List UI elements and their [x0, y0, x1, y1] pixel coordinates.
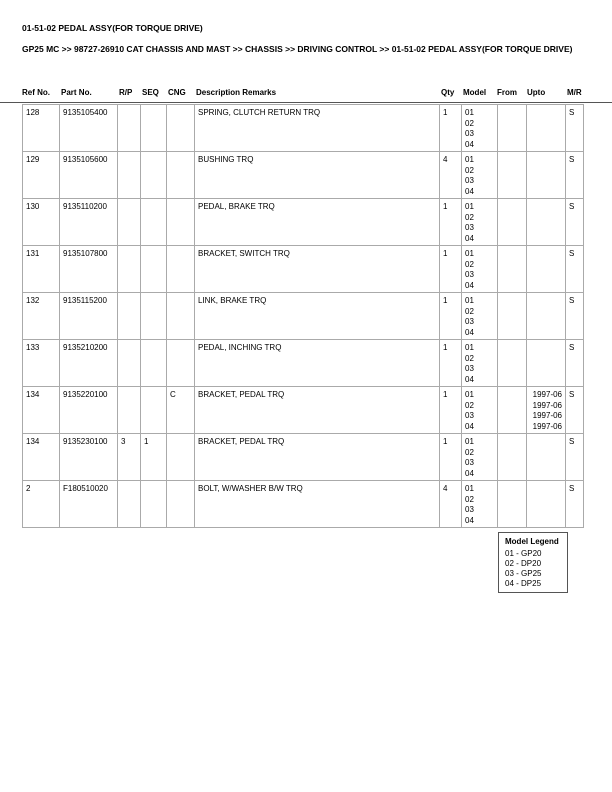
cell-qty: 1	[440, 340, 462, 387]
model-line: 03	[465, 458, 474, 467]
model-line: 04	[465, 374, 474, 384]
cell-desc: BRACKET, SWITCH TRQ	[195, 246, 440, 293]
model-line: 02	[465, 259, 474, 269]
cell-qty: 1	[440, 199, 462, 246]
legend-title: Model Legend	[505, 537, 559, 546]
cell-from	[498, 434, 527, 481]
cell-ref: 134	[23, 387, 60, 434]
cell-upto	[527, 434, 566, 481]
cell-part: 9135115200	[60, 293, 118, 340]
header-from: From	[497, 88, 517, 97]
model-line: 03	[465, 317, 474, 326]
cell-from	[498, 481, 527, 528]
cell-model	[462, 434, 498, 481]
breadcrumb: GP25 MC >> 98727-26910 CAT CHASSIS AND MAST >> CHASSIS >> DRIVING CONTROL >> 01-51-02 PEDAL ASSY(FOR TORQUE DRIVE)	[22, 44, 573, 54]
page-title: 01-51-02 PEDAL ASSY(FOR TORQUE DRIVE)	[22, 23, 203, 33]
table-row	[23, 293, 584, 340]
cell-model	[462, 199, 498, 246]
cell-seq	[141, 387, 167, 434]
header-rp: R/P	[119, 88, 133, 97]
cell-rp	[118, 199, 141, 246]
cell-from	[498, 199, 527, 246]
table-row	[23, 387, 584, 434]
model-legend	[498, 532, 568, 593]
cell-model	[462, 340, 498, 387]
cell-ref: 131	[23, 246, 60, 293]
cell-desc: LINK, BRAKE TRQ	[195, 293, 440, 340]
cell-model	[462, 152, 498, 199]
cell-part: F180510020	[60, 481, 118, 528]
model-line: 04	[465, 327, 474, 337]
model-line: 04	[465, 233, 474, 243]
cell-seq	[141, 105, 167, 152]
header-cng: CNG	[168, 88, 186, 97]
cell-qty: 1	[440, 387, 462, 434]
model-line: 01	[465, 484, 474, 493]
cell-ref: 128	[23, 105, 60, 152]
cell-from	[498, 152, 527, 199]
cell-qty: 4	[440, 152, 462, 199]
model-line: 03	[465, 176, 474, 185]
cell-desc: BRACKET, PEDAL TRQ	[195, 387, 440, 434]
model-line: 03	[465, 270, 474, 279]
cell-ref: 129	[23, 152, 60, 199]
cell-model	[462, 246, 498, 293]
model-line: 01	[465, 296, 474, 305]
cell-upto	[527, 340, 566, 387]
model-line: 04	[465, 421, 474, 431]
model-line: 04	[465, 139, 474, 149]
header-ref: Ref No.	[22, 88, 50, 97]
cell-from	[498, 246, 527, 293]
cell-mr: S	[566, 340, 584, 387]
cell-part: 9135230100	[60, 434, 118, 481]
model-line: 03	[465, 364, 474, 373]
cell-seq	[141, 340, 167, 387]
cell-rp: 3	[118, 434, 141, 481]
cell-qty: 1	[440, 105, 462, 152]
model-line: 01	[465, 249, 474, 258]
upto-line: 1997-06	[532, 400, 562, 410]
cell-cng	[167, 481, 195, 528]
model-line: 02	[465, 447, 474, 457]
cell-upto	[527, 293, 566, 340]
table-row	[23, 434, 584, 481]
cell-part: 9135105400	[60, 105, 118, 152]
parts-table	[22, 104, 584, 528]
cell-part: 9135110200	[60, 199, 118, 246]
table-row	[23, 340, 584, 387]
legend-item: 03 - GP25	[505, 569, 542, 578]
cell-ref: 130	[23, 199, 60, 246]
table-row	[23, 105, 584, 152]
model-line: 04	[465, 280, 474, 290]
model-line: 03	[465, 129, 474, 138]
model-line: 01	[465, 390, 474, 399]
upto-line: 1997-06	[532, 411, 562, 420]
cell-cng	[167, 152, 195, 199]
table-row	[23, 199, 584, 246]
cell-mr: S	[566, 105, 584, 152]
model-line: 03	[465, 223, 474, 232]
cell-model	[462, 387, 498, 434]
cell-cng	[167, 246, 195, 293]
cell-part: 9135105600	[60, 152, 118, 199]
header-part: Part No.	[61, 88, 92, 97]
cell-from	[498, 293, 527, 340]
cell-rp	[118, 340, 141, 387]
cell-seq: 1	[141, 434, 167, 481]
cell-ref: 133	[23, 340, 60, 387]
model-line: 01	[465, 202, 474, 211]
cell-cng	[167, 293, 195, 340]
table-row	[23, 152, 584, 199]
model-line: 04	[465, 186, 474, 196]
cell-desc: PEDAL, BRAKE TRQ	[195, 199, 440, 246]
cell-cng	[167, 105, 195, 152]
model-line: 02	[465, 353, 474, 363]
model-line: 02	[465, 212, 474, 222]
cell-rp	[118, 293, 141, 340]
cell-qty: 1	[440, 434, 462, 481]
model-line: 03	[465, 505, 474, 514]
cell-part: 9135210200	[60, 340, 118, 387]
cell-seq	[141, 199, 167, 246]
legend-item: 02 - DP20	[505, 559, 542, 568]
cell-mr: S	[566, 246, 584, 293]
model-line: 02	[465, 400, 474, 410]
cell-desc: BUSHING TRQ	[195, 152, 440, 199]
cell-seq	[141, 246, 167, 293]
table-row	[23, 481, 584, 528]
model-line: 04	[465, 468, 474, 478]
cell-mr: S	[566, 387, 584, 434]
cell-mr: S	[566, 434, 584, 481]
model-line: 02	[465, 165, 474, 175]
model-line: 04	[465, 515, 474, 525]
cell-ref: 134	[23, 434, 60, 481]
cell-rp	[118, 481, 141, 528]
header-upto: Upto	[527, 88, 546, 97]
cell-upto	[527, 105, 566, 152]
header-model: Model	[463, 88, 487, 97]
cell-cng	[167, 340, 195, 387]
cell-rp	[118, 387, 141, 434]
cell-ref: 132	[23, 293, 60, 340]
model-line: 02	[465, 118, 474, 128]
legend-item: 04 - DP25	[505, 579, 542, 588]
cell-seq	[141, 481, 167, 528]
cell-model	[462, 293, 498, 340]
cell-desc: BOLT, W/WASHER B/W TRQ	[195, 481, 440, 528]
cell-upto	[527, 246, 566, 293]
upto-line: 1997-06	[532, 390, 562, 399]
cell-qty: 1	[440, 293, 462, 340]
cell-model	[462, 481, 498, 528]
cell-desc: PEDAL, INCHING TRQ	[195, 340, 440, 387]
header-desc: Description Remarks	[196, 88, 277, 97]
legend-item: 01 - GP20	[505, 549, 542, 558]
model-line: 01	[465, 155, 474, 164]
cell-ref: 2	[23, 481, 60, 528]
cell-cng	[167, 199, 195, 246]
cell-seq	[141, 293, 167, 340]
cell-upto	[527, 152, 566, 199]
cell-mr: S	[566, 152, 584, 199]
cell-from	[498, 105, 527, 152]
cell-qty: 4	[440, 481, 462, 528]
cell-upto	[527, 199, 566, 246]
header-mr: M/R	[567, 88, 582, 97]
cell-mr: S	[566, 293, 584, 340]
cell-cng: C	[167, 387, 195, 434]
cell-model	[462, 105, 498, 152]
cell-part: 9135107800	[60, 246, 118, 293]
cell-from	[498, 340, 527, 387]
cell-mr: S	[566, 199, 584, 246]
cell-rp	[118, 246, 141, 293]
model-line: 01	[465, 343, 474, 352]
cell-part: 9135220100	[60, 387, 118, 434]
model-line: 02	[465, 494, 474, 504]
model-line: 03	[465, 411, 474, 420]
cell-upto	[527, 481, 566, 528]
cell-cng	[167, 434, 195, 481]
table-header	[0, 88, 612, 103]
model-line: 01	[465, 108, 474, 117]
header-qty: Qty	[441, 88, 455, 97]
cell-mr: S	[566, 481, 584, 528]
upto-line: 1997-06	[532, 421, 562, 431]
table-row	[23, 246, 584, 293]
cell-desc: SPRING, CLUTCH RETURN TRQ	[195, 105, 440, 152]
cell-rp	[118, 152, 141, 199]
model-line: 02	[465, 306, 474, 316]
cell-rp	[118, 105, 141, 152]
cell-desc: BRACKET, PEDAL TRQ	[195, 434, 440, 481]
cell-qty: 1	[440, 246, 462, 293]
cell-upto	[527, 387, 566, 434]
model-line: 01	[465, 437, 474, 446]
cell-from	[498, 387, 527, 434]
header-seq: SEQ	[142, 88, 159, 97]
cell-seq	[141, 152, 167, 199]
